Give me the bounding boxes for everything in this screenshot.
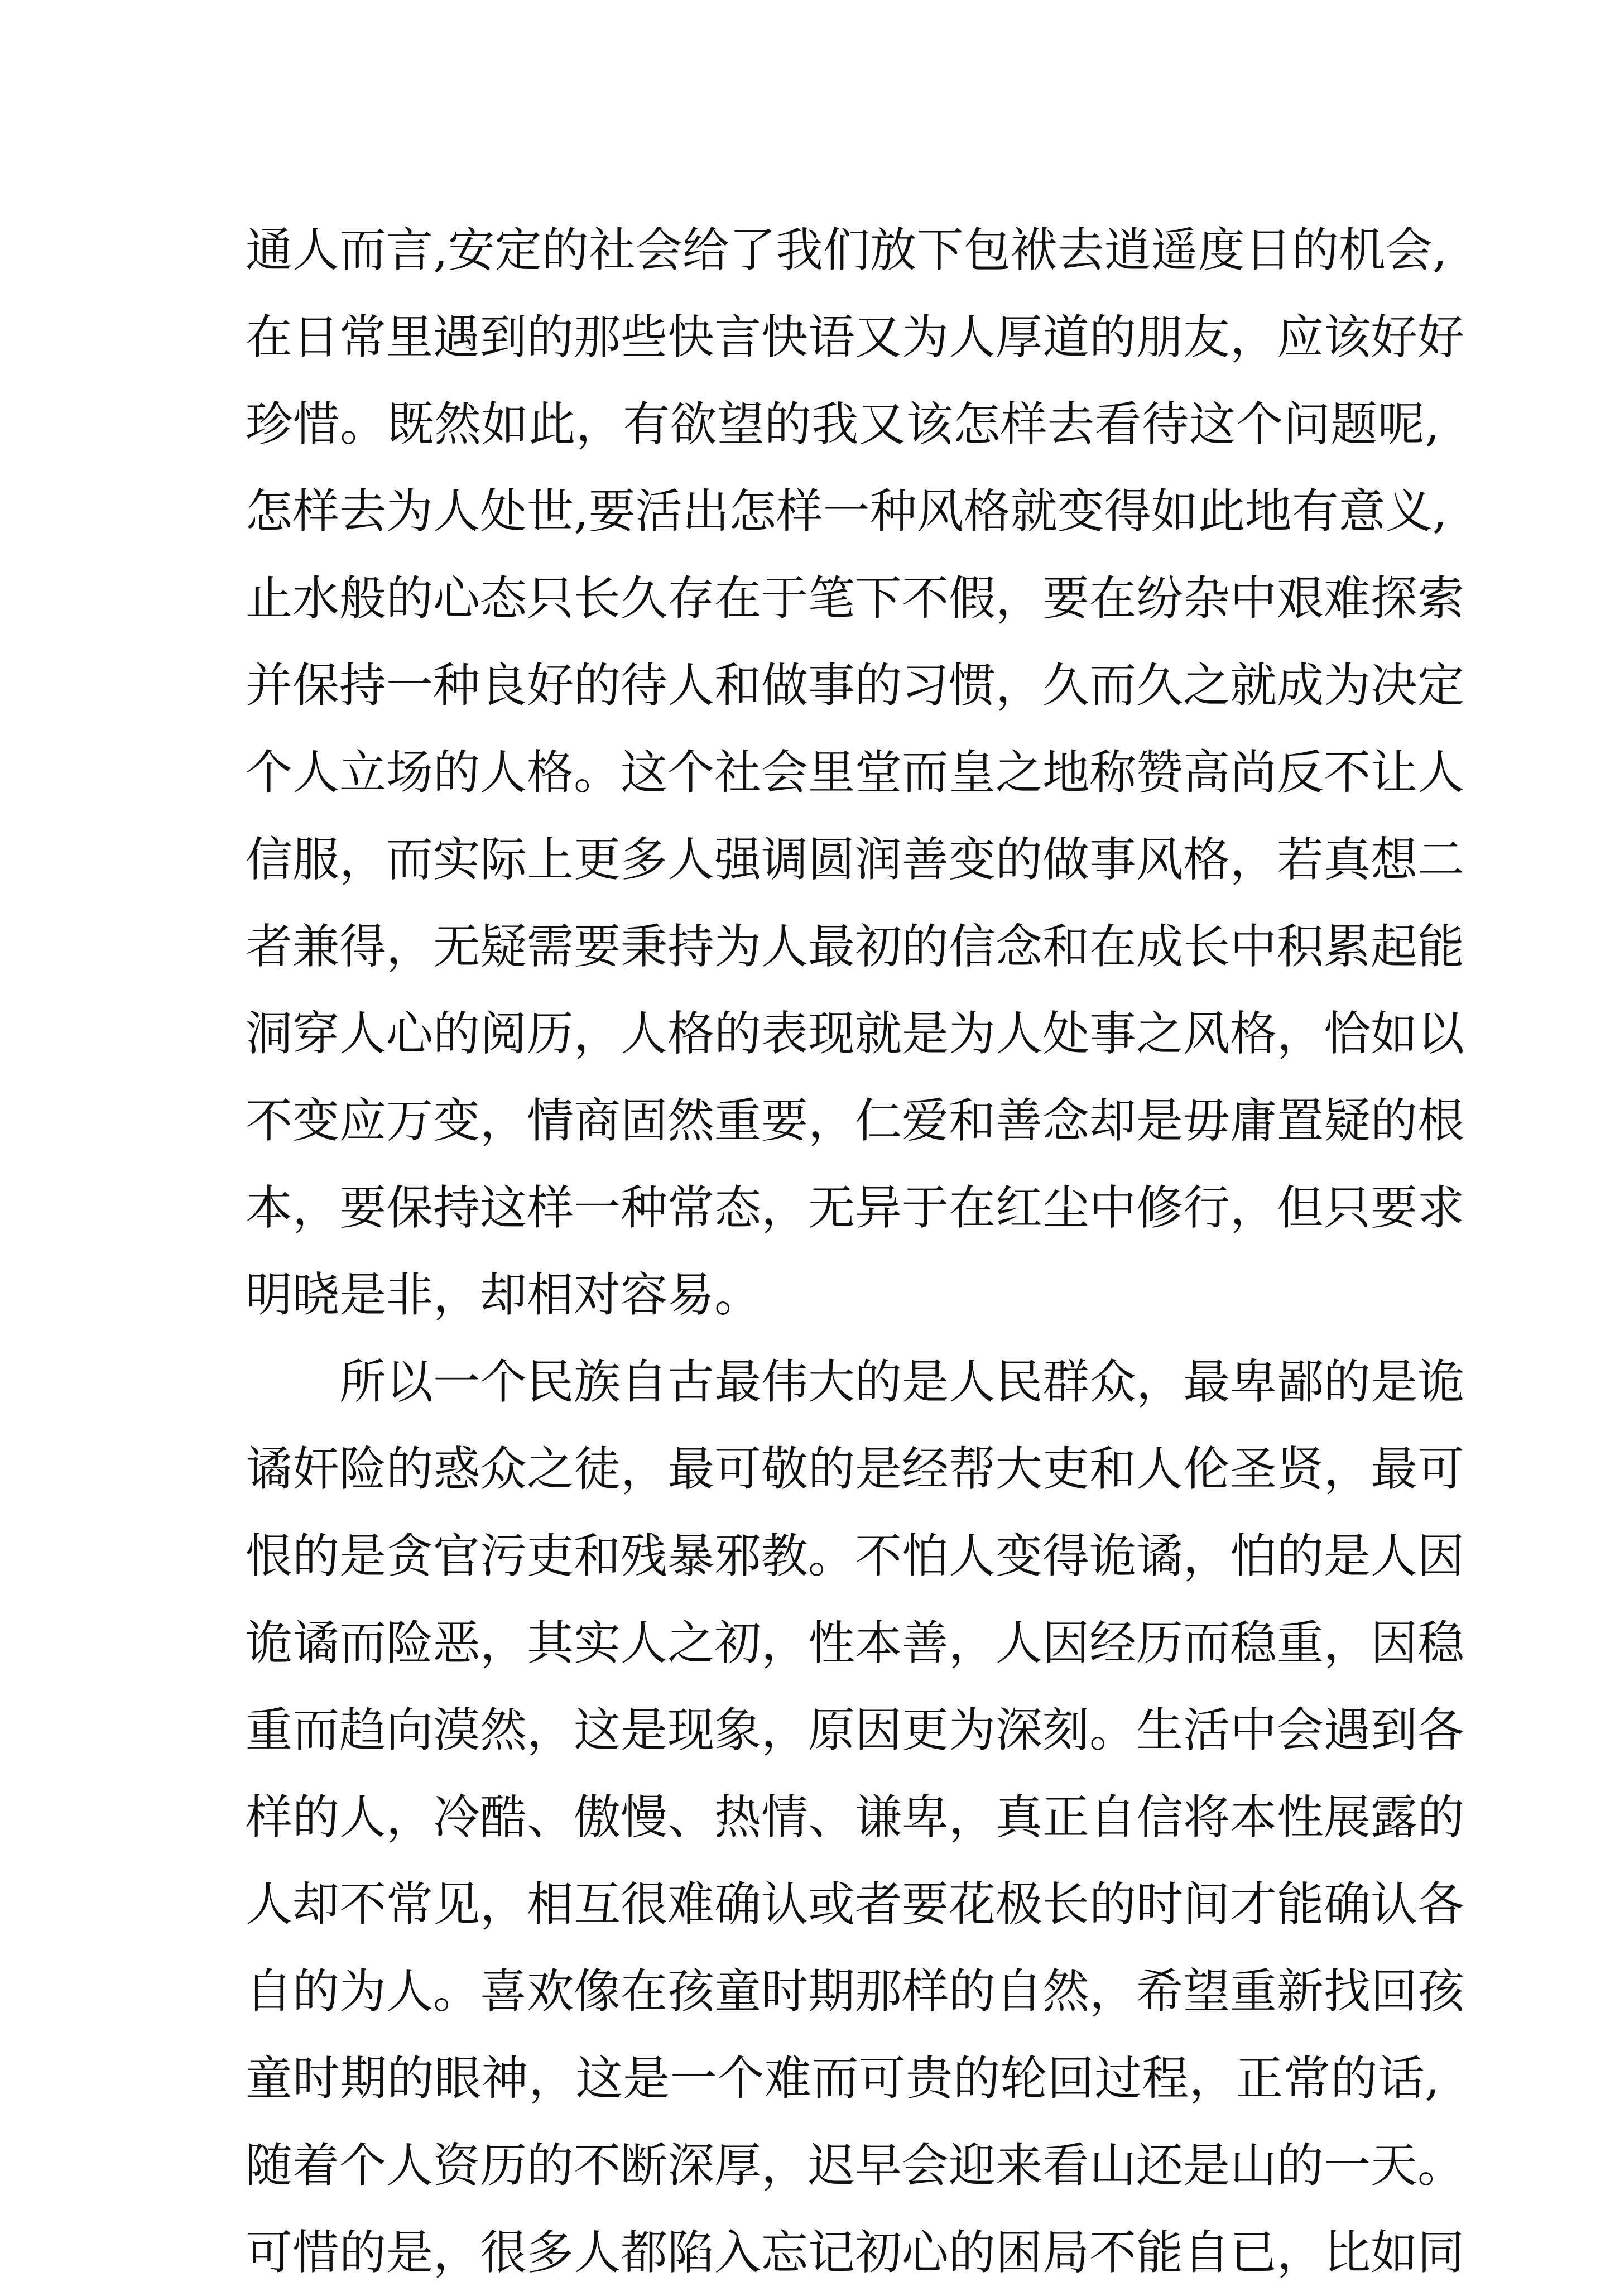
text-line: 止水般的心态只长久存在于笔下不假，要在纷杂中艰难探索	[246, 571, 1465, 626]
text-line: 个人立场的人格。这个社会里堂而皇之地称赞高尚反不让人	[246, 745, 1465, 800]
text-line: 可惜的是，很多人都陷入忘记初心的困局不能自已，比如同	[246, 2225, 1465, 2280]
text-line: 明晓是非，却相对容易。	[246, 1267, 762, 1322]
text-line: 恨的是贪官污吏和残暴邪教。不怕人变得诡谲，怕的是人因	[246, 1529, 1465, 1583]
text-line: 随着个人资历的不断深厚，迟早会迎来看山还是山的一天。	[246, 2138, 1465, 2193]
text-line: 所以一个民族自古最伟大的是人民群众，最卑鄙的是诡	[339, 1354, 1465, 1409]
text-line: 自的为人。喜欢像在孩童时期那样的自然，希望重新找回孩	[246, 1964, 1465, 2019]
text-line: 洞穿人心的阅历，人格的表现就是为人处事之风格，恰如以	[246, 1006, 1465, 1061]
text-line: 样的人，冷酷、傲慢、热情、谦卑，真正自信将本性展露的	[246, 1790, 1465, 1845]
text-line: 不变应万变，情商固然重要，仁爱和善念却是毋庸置疑的根	[246, 1093, 1465, 1148]
text-line: 怎样去为人处世,要活出怎样一种风格就变得如此地有意义,	[246, 484, 1448, 539]
text-line: 谲奸险的惑众之徒，最可敬的是经帮大吏和人伦圣贤，最可	[246, 1442, 1465, 1496]
text-line: 并保持一种良好的待人和做事的习惯，久而久之就成为决定	[246, 658, 1465, 713]
text-line: 在日常里遇到的那些快言快语又为人厚道的朋友，应该好好	[246, 310, 1465, 364]
text-line: 信服，而实际上更多人强调圆润善变的做事风格，若真想二	[246, 832, 1465, 887]
paragraph-1	[246, 206, 1465, 1338]
text-line: 重而趋向漠然，这是现象，原因更为深刻。生活中会遇到各	[246, 1703, 1465, 1757]
text-line: 通人而言,安定的社会给了我们放下包袱去逍遥度日的机会,	[246, 223, 1448, 277]
text-line: 诡谲而险恶，其实人之初，性本善，人因经历而稳重，因稳	[246, 1616, 1465, 1670]
text-line: 本，要保持这样一种常态，无异于在红尘中修行，但只要求	[246, 1180, 1465, 1235]
body-text	[246, 206, 1465, 2296]
text-line: 童时期的眼神，这是一个难而可贵的轮回过程，正常的话,	[246, 2051, 1440, 2106]
paragraph-2	[246, 1338, 1465, 2296]
text-line: 珍惜。既然如此，有欲望的我又该怎样去看待这个问题呢,	[246, 397, 1440, 451]
text-line: 人却不常见，相互很难确认或者要花极长的时间才能确认各	[246, 1877, 1465, 1932]
text-line: 者兼得，无疑需要秉持为人最初的信念和在成长中积累起能	[246, 919, 1465, 974]
